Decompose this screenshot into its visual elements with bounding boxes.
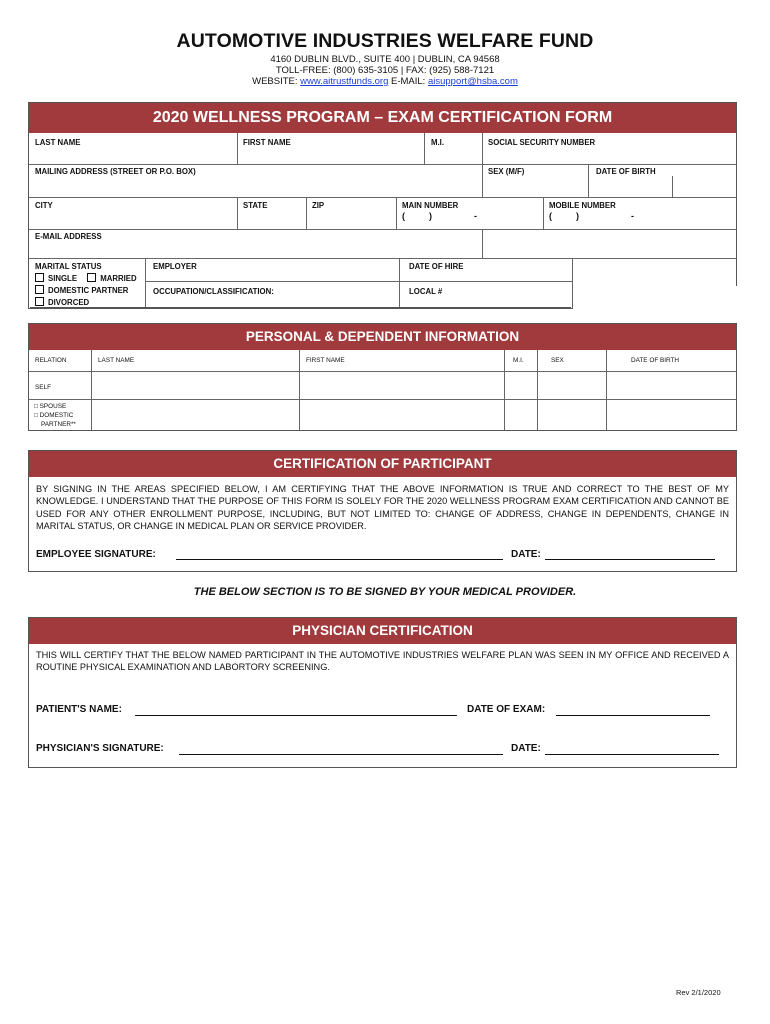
provider-notice: THE BELOW SECTION IS TO BE SIGNED BY YOUR MEDICAL PROVIDER. (193, 586, 577, 598)
single-label: SINGLE (48, 274, 78, 283)
form-title: 2020 WELLNESS PROGRAM – EXAM CERTIFICATION FORM (29, 103, 736, 133)
sex-label: SEX (M/F) (488, 167, 525, 176)
participant-text: BY SIGNING IN THE AREAS SPECIFIED BELOW, I AM CERTIFYING THAT THE ABOVE INFORMATION IS TRUE AND CORRECT TO THE BEST OF MY KNOWLEDGE. I UNDERSTAND THAT THE PURPOSE OF THIS FORM IS SOLELY FOR THE 2020 WELLNESS PROGRAM EXAM CERTIFICATION AND CANNOT BE USED FOR ANY OTHER ENROLLMENT PURPOSE, INCLUDING, BUT NOT LIMITED TO: CHANGE OF ADDRESS, CHANGE IN DEPENDENTS, CHANGE IN MARITAL STATUS, OR CHANGE IN MEDICAL PLAN OR SERVICE PROVIDER. (36, 484, 729, 532)
physician-section (28, 617, 737, 768)
participant-title: CERTIFICATION OF PARTICIPANT (29, 451, 736, 477)
patient-name-line[interactable] (135, 715, 457, 716)
paren-close: ) (576, 211, 579, 221)
date-of-exam-label: DATE OF EXAM: (467, 704, 546, 715)
marital-row-2 (35, 285, 128, 295)
domestic-partner-checkbox[interactable] (35, 285, 44, 294)
marital-status-label: MARITAL STATUS (35, 262, 102, 271)
dependent-section (28, 323, 737, 431)
zip-label: ZIP (312, 201, 325, 210)
date-of-hire-label: DATE OF HIRE (409, 262, 464, 271)
state-label: STATE (243, 201, 268, 210)
date-of-exam-line[interactable] (556, 715, 710, 716)
member-info-section (28, 102, 737, 309)
physician-text: THIS WILL CERTIFY THAT THE BELOW NAMED PARTICIPANT IN THE AUTOMOTIVE INDUSTRIES WELFARE PLAN WAS SEEN IN MY OFFICE AND RECEIVED A ROUTINE PHYSICAL EXAMINATION AND LABORTORY SCREENING. (36, 650, 729, 673)
partner-label: PARTNER** (41, 421, 76, 428)
main-number-field[interactable] (402, 211, 477, 221)
occupation-label: OCCUPATION/CLASSIFICATION: (153, 287, 274, 296)
organization-title: AUTOMOTIVE INDUSTRIES WELFARE FUND (176, 30, 594, 52)
city-label: CITY (35, 201, 53, 210)
marital-row-1 (35, 273, 137, 283)
first-name-label: FIRST NAME (243, 138, 291, 147)
domestic-checkbox[interactable]: □ (34, 412, 38, 419)
mobile-number-label: MOBILE NUMBER (549, 201, 616, 210)
patient-name-label: PATIENT'S NAME: (36, 704, 122, 715)
paren-close: ) (429, 211, 432, 221)
participant-date-line[interactable] (545, 559, 715, 560)
date-of-birth-label: DATE OF BIRTH (596, 167, 656, 176)
spouse-checkbox[interactable]: □ (34, 403, 38, 410)
married-checkbox[interactable] (87, 273, 96, 282)
website-label: WEBSITE: (252, 76, 298, 87)
spouse-option[interactable] (34, 403, 66, 410)
physician-date-label: DATE: (511, 743, 541, 754)
physician-title: PHYSICIAN CERTIFICATION (29, 618, 736, 644)
participant-section (28, 450, 737, 572)
mobile-number-field[interactable] (549, 211, 634, 221)
col-first-name: FIRST NAME (306, 357, 345, 364)
mailing-address-label: MAILING ADDRESS (STREET OR P.O. BOX) (35, 167, 196, 176)
married-label: MARRIED (100, 274, 137, 283)
main-number-label: MAIN NUMBER (402, 201, 459, 210)
single-checkbox[interactable] (35, 273, 44, 282)
spouse-label: SPOUSE (39, 403, 67, 410)
ssn-label: SOCIAL SECURITY NUMBER (488, 138, 596, 147)
employee-signature-line[interactable] (176, 559, 503, 560)
revision-label: Rev 2/1/2020 (676, 988, 721, 997)
phone-line: TOLL-FREE: (800) 635-3105 | FAX: (925) 588-7121 (275, 65, 495, 76)
phone-dash: - (474, 211, 477, 221)
self-row-label: SELF (35, 384, 51, 391)
col-sex: SEX (551, 357, 564, 364)
physician-signature-line[interactable] (179, 754, 503, 755)
domestic-partner-label: DOMESTIC PARTNER (48, 286, 129, 295)
domestic-option[interactable] (34, 412, 73, 419)
email-link[interactable]: aisupport@hsba.com (427, 76, 518, 87)
divorced-label: DIVORCED (48, 298, 90, 307)
col-mi: M.I. (513, 357, 524, 364)
paren-open: ( (549, 211, 552, 221)
local-label: LOCAL # (409, 287, 443, 296)
email-label: E-MAIL: (391, 76, 426, 87)
mi-label: M.I. (431, 138, 444, 147)
col-last-name: LAST NAME (98, 357, 135, 364)
col-relation: RELATION (35, 357, 67, 364)
employee-signature-label: EMPLOYEE SIGNATURE: (36, 549, 156, 560)
physician-signature-label: PHYSICIAN'S SIGNATURE: (36, 743, 164, 754)
paren-open: ( (402, 211, 405, 221)
domestic-label: DOMESTIC (39, 412, 74, 419)
phone-dash: - (631, 211, 634, 221)
col-date-of-birth: DATE OF BIRTH (631, 357, 680, 364)
email-address-label: E-MAIL ADDRESS (35, 232, 102, 241)
marital-row-3 (35, 297, 89, 307)
divorced-checkbox[interactable] (35, 297, 44, 306)
address-line: 4160 DUBLIN BLVD., SUITE 400 | DUBLIN, CA 94568 (270, 54, 500, 65)
dependent-title: PERSONAL & DEPENDENT INFORMATION (29, 324, 736, 350)
contact-line (0, 76, 770, 87)
participant-date-label: DATE: (511, 549, 541, 560)
website-link[interactable]: www.aitrustfunds.org (300, 76, 389, 87)
employer-label: EMPLOYER (153, 262, 197, 271)
last-name-label: LAST NAME (35, 138, 81, 147)
physician-date-line[interactable] (545, 754, 719, 755)
